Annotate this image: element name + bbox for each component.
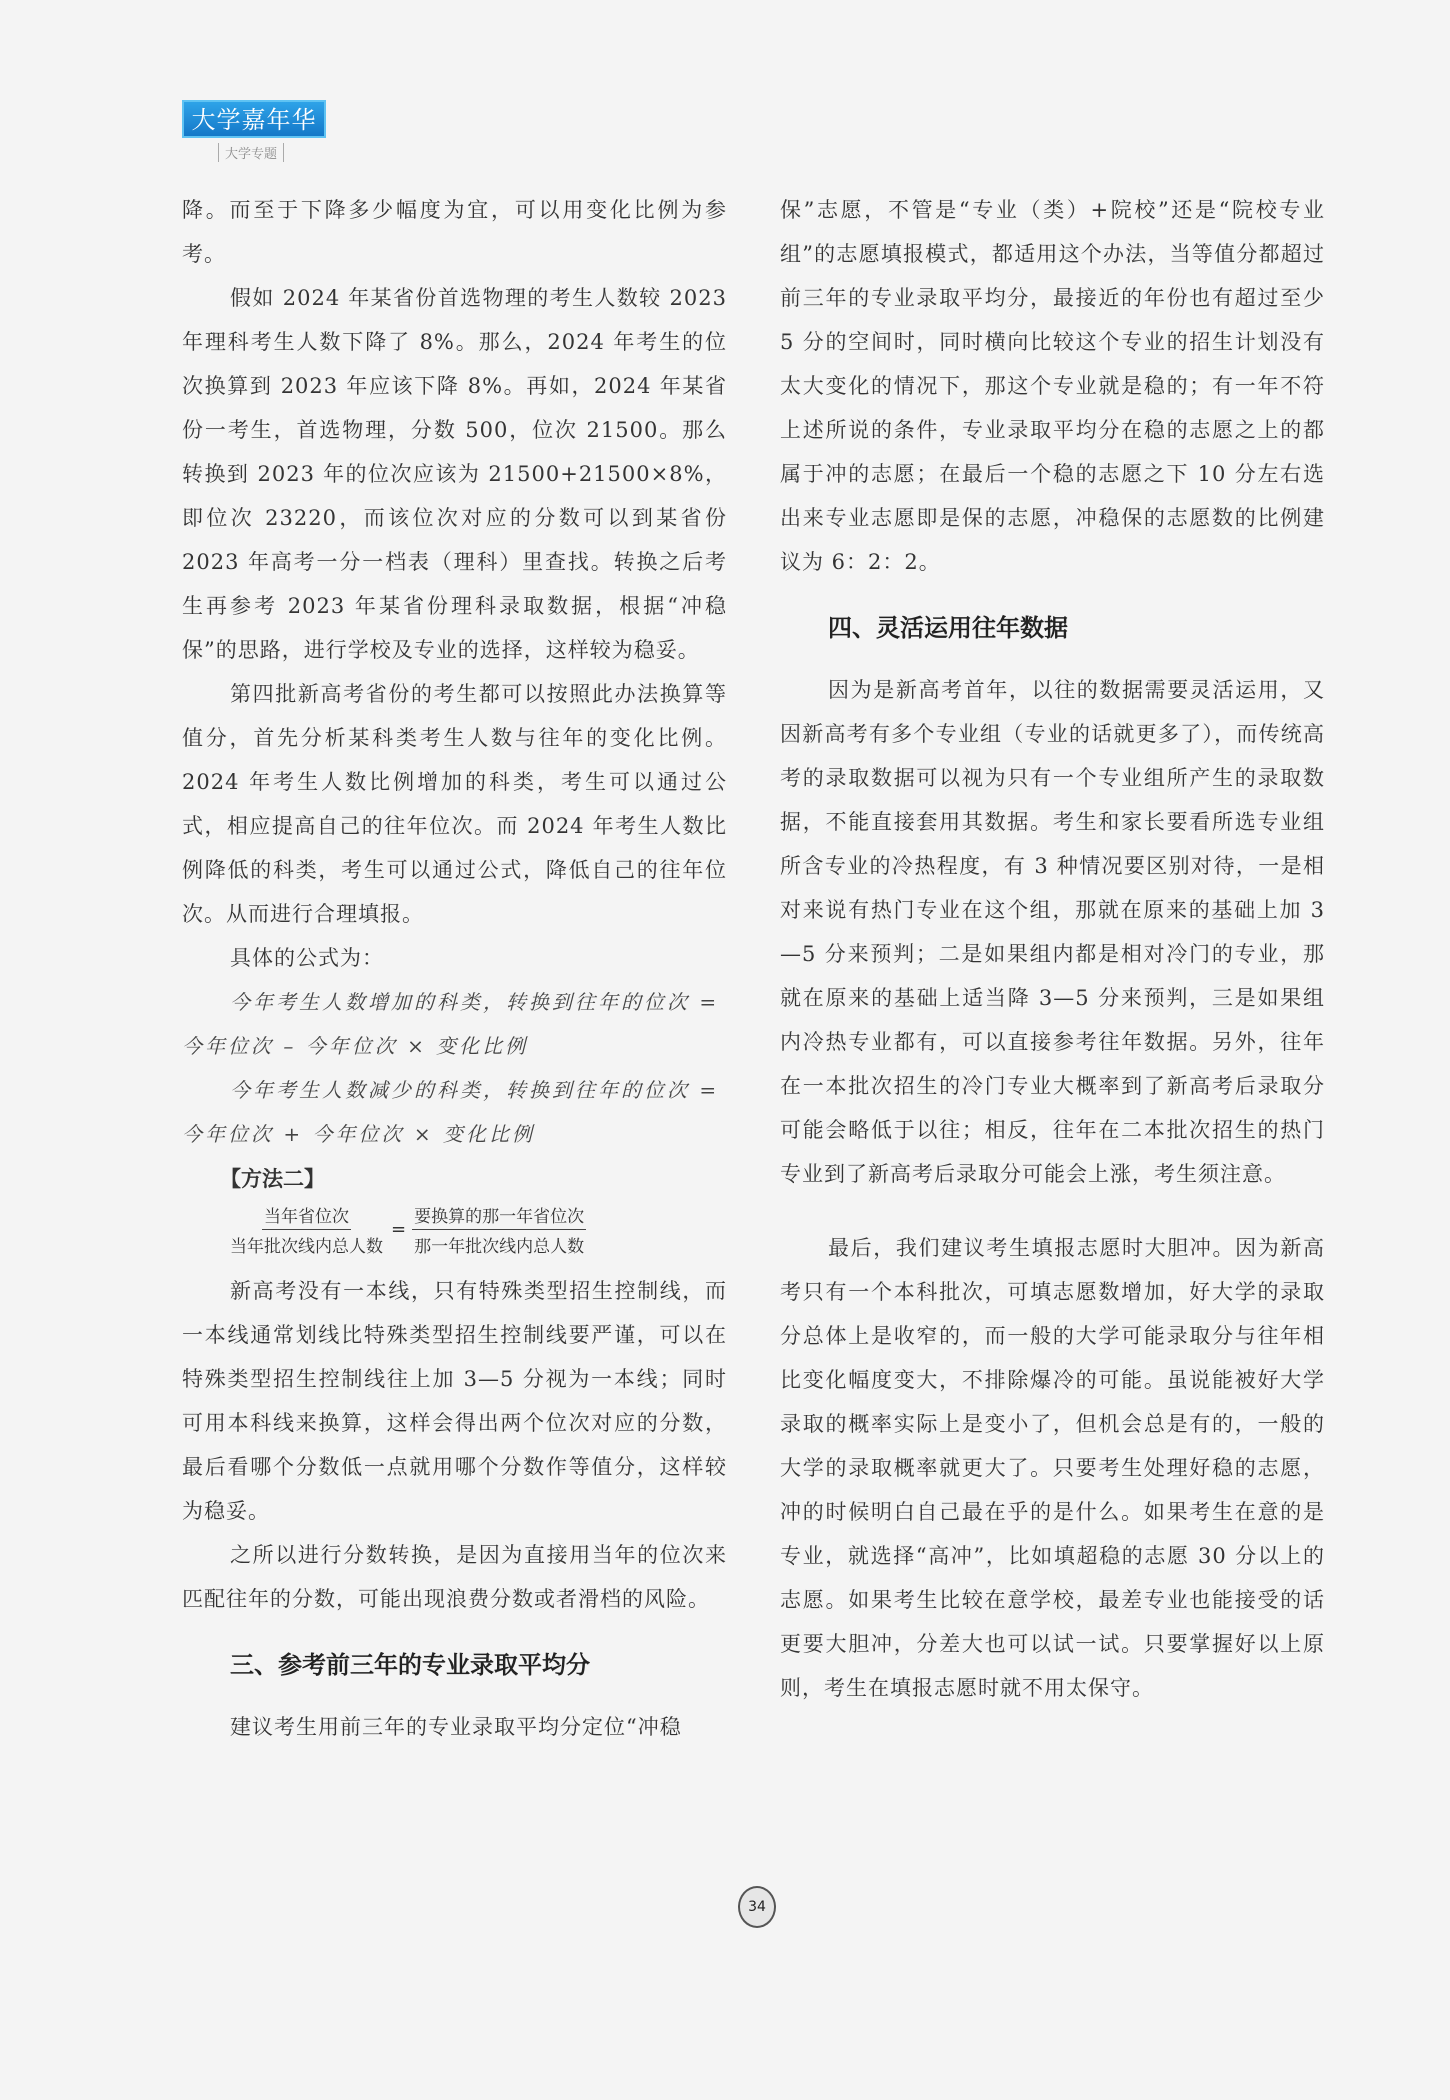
paragraph: 假如 2024 年某省份首选物理的考生人数较 2023 年理科考生人数下降了 8%。那么，2024 年考生的位次换算到 2023 年应该下降 8%。再如，2024 年某省份一考生，首选物理，分数 500，位次 21500。那么转换到 2023 年的位次应该为 21500+21500×8%，即位次 23220，而该位次对应的分数可以到某省份 2023 年高考一分一档表（理科）里查找。转换之后考生再参考 2023 年某省份理科录取数据，根据“冲稳保”的思路，进行学校及专业的选择，这样较为稳妥。 <box>182 286 727 662</box>
paragraph: 之所以进行分数转换，是因为直接用当年的位次来匹配往年的分数，可能出现浪费分数或者滑档的风险。 <box>182 1543 727 1611</box>
paragraph: 建议考生用前三年的专业录取平均分定位“冲稳 <box>230 1715 682 1739</box>
paragraph: 因为是新高考首年，以往的数据需要灵活运用，又因新高考有多个专业组（专业的话就更多了），而传统高考的录取数据可以视为只有一个专业组所产生的录取数据，不能直接套用其数据。考生和家长要看所选专业组所含专业的冷热程度，有 3 种情况要区别对待，一是相对来说有热门专业在这个组，那就在原来的基础上加 3—5 分来预判；二是如果组内都是相对冷门的专业，那就在原来的基础上适当降 3—5 分来预判，三是如果组内冷热专业都有，可以直接参考往年数据。另外，往年在一本批次招生的冷门专业大概率到了新高考后录取分可能会略低于以往；相反，往年在二本批次招生的热门专业到了新高考后录取分可能会上涨，考生须注意。 <box>780 678 1325 1186</box>
fraction-left <box>228 1202 385 1257</box>
paragraph: 新高考没有一本线，只有特殊类型招生控制线，而一本线通常划线比特殊类型招生控制线要严谨，可以在特殊类型招生控制线往上加 3—5 分视为一本线；同时可用本科线来换算，这样会得出两个位次对应的分数，最后看哪个分数低一点就用哪个分数作等值分，这样较为稳妥。 <box>182 1279 727 1523</box>
method-two-heading: 【方法二】 <box>220 1167 325 1191</box>
fraction-denominator: 那一年批次线内总人数 <box>414 1237 585 1257</box>
fraction-right <box>412 1202 586 1257</box>
section-heading-3: 三、参考前三年的专业录取平均分 <box>230 1651 590 1679</box>
paragraph: 最后，我们建议考生填报志愿时大胆冲。因为新高考只有一个本科批次，可填志愿数增加，好大学的录取分总体上是收窄的，而一般的大学可能录取分与往年相比变化幅度变大，不排除爆冷的可能。虽说能被好大学录取的概率实际上是变小了，但机会总是有的，一般的大学的录取概率就更大了。只要考生处理好稳的志愿，冲的时候明白自己最在乎的是什么。如果考生在意的是专业，就选择“高冲”，比如填超稳的志愿 30 分以上的志愿。如果考生比较在意学校，最差专业也能接受的话更要大胆冲，分差大也可以试一试。只要掌握好以上原则，考生在填报志愿时就不用太保守。 <box>780 1236 1325 1700</box>
equals-sign: = <box>391 1219 407 1240</box>
formula-increase: 今年考生人数增加的科类，转换到往年的位次 = 今年位次 – 今年位次 × 变化比例 <box>182 990 720 1058</box>
paragraph: 降。而至于下降多少幅度为宜，可以用变化比例为参考。 <box>182 198 727 266</box>
paragraph: 保”志愿，不管是“专业（类）+院校”还是“院校专业组”的志愿填报模式，都适用这个办法，当等值分都超过前三年的专业录取平均分，最接近的年份也有超过至少 5 分的空间时，同时横向比较这个专业的招生计划没有太大变化的情况下，那这个专业就是稳的；有一年不符上述所说的条件，专业录取平均分在稳的志愿之上的都属于冲的志愿；在最后一个稳的志愿之下 10 分左右选出来专业志愿即是保的志愿，冲稳保的志愿数的比例建议为 6：2：2。 <box>780 198 1325 574</box>
fraction-denominator: 当年批次线内总人数 <box>230 1237 383 1257</box>
paragraph-gap <box>780 1196 1325 1226</box>
logo-subtitle: 大学专题 <box>218 143 284 162</box>
paragraph: 第四批新高考省份的考生都可以按照此办法换算等值分，首先分析某科类考生人数与往年的变化比例。2024 年考生人数比例增加的科类，考生可以通过公式，相应提高自己的往年位次。而 2024 年考生人数比例降低的科类，考生可以通过公式，降低自己的往年位次。从而进行合理填报。 <box>182 682 727 926</box>
formula-decrease: 今年考生人数减少的科类，转换到往年的位次 = 今年位次 + 今年位次 × 变化比例 <box>182 1078 720 1146</box>
fraction-equation <box>228 1202 727 1257</box>
fraction-numerator: 要换算的那一年省位次 <box>412 1202 586 1230</box>
section-heading-4: 四、灵活运用往年数据 <box>828 614 1068 642</box>
left-column <box>182 188 727 1749</box>
right-column <box>780 188 1325 1710</box>
magazine-logo: 大学嘉年华 <box>182 100 326 138</box>
page-number: 34 <box>738 1886 776 1928</box>
paragraph: 具体的公式为： <box>230 946 384 970</box>
fraction-numerator: 当年省位次 <box>262 1202 351 1230</box>
